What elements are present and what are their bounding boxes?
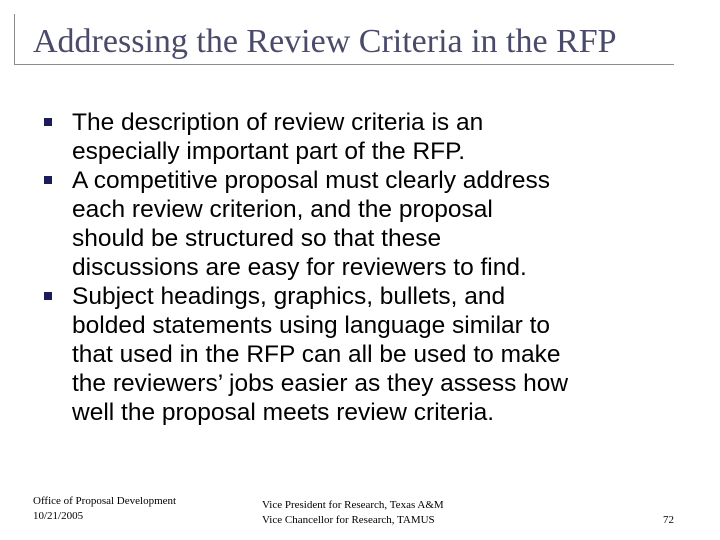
- footer-date: 10/21/2005: [33, 510, 84, 522]
- slide-title: Addressing the Review Criteria in the RFP: [33, 23, 617, 60]
- footer-office-name: Office of Proposal Development: [33, 495, 177, 507]
- page-number: 72: [663, 514, 674, 526]
- bullet-text-line: that used in the RFP can all be used to make: [72, 341, 561, 368]
- bullet-text-line: Subject headings, graphics, bullets, and: [72, 283, 506, 310]
- bullet-list: [0, 108, 720, 427]
- bullet-text-line: should be structured so that these: [72, 225, 442, 252]
- title-frame-vertical-line: [14, 14, 15, 64]
- footer-left: [33, 494, 176, 524]
- footer-vice-president-line: Vice President for Research, Texas A&M: [262, 499, 444, 511]
- bullet-item: [0, 166, 720, 282]
- bullet-text-line: A competitive proposal must clearly address: [72, 167, 550, 194]
- footer-vice-chancellor-line: Vice Chancellor for Research, TAMUS: [262, 514, 435, 526]
- bullet-item: [0, 282, 720, 427]
- footer-center: [262, 498, 444, 528]
- bullet-text-line: discussions are easy for reviewers to find.: [72, 254, 527, 281]
- bullet-text-line: bolded statements using language similar to: [72, 312, 551, 339]
- bullet-text-line: well the proposal meets review criteria.: [72, 399, 495, 426]
- bullet-text-line: The description of review criteria is an: [72, 109, 484, 136]
- bullet-text-line: each review criterion, and the proposal: [72, 196, 493, 223]
- bullet-text-line: especially important part of the RFP.: [72, 138, 466, 165]
- square-bullet-icon: [44, 176, 52, 184]
- bullet-text-line: the reviewers’ jobs easier as they assess how: [72, 370, 569, 397]
- title-frame-horizontal-line: [14, 64, 674, 65]
- square-bullet-icon: [44, 118, 52, 126]
- bullet-item: [0, 108, 720, 166]
- square-bullet-icon: [44, 292, 52, 300]
